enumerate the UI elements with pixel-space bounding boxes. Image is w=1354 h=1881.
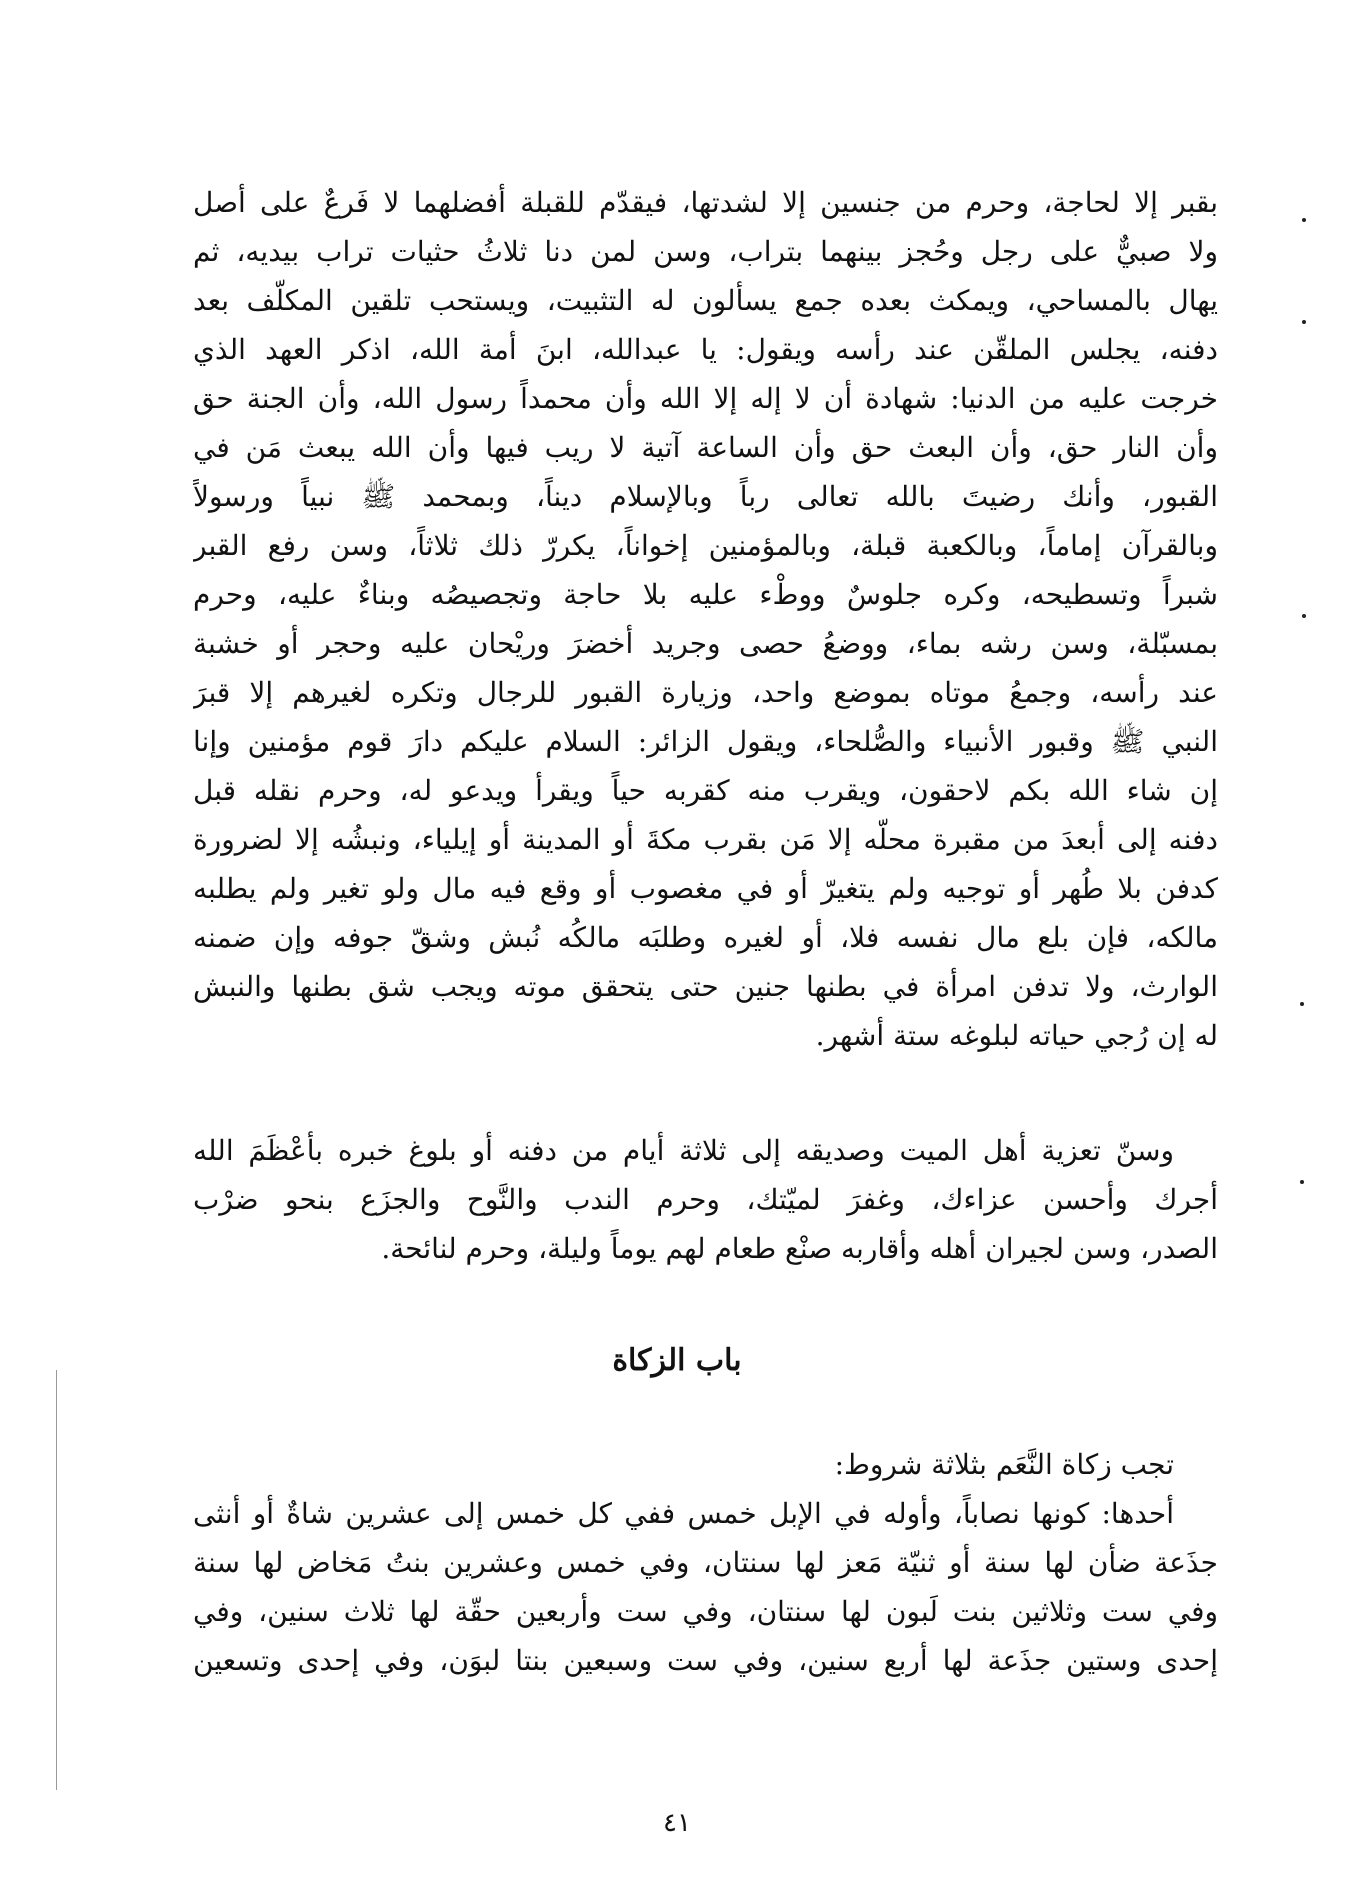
page-number: ٤١ (663, 1808, 691, 1838)
paragraph-burial-rulings (193, 178, 1218, 1060)
text-line: وسنّ تعزية أهل الميت وصديقه إلى ثلاثة أيام من دفنه أو بلوغ خبره بأعْظَمَ الله (193, 1134, 1174, 1167)
text-line: الصدر، وسن لجيران أهله وأقاربه صنْع طعام لهم يوماً وليلة، وحرم لنائحة. (381, 1232, 1218, 1265)
scan-speck (1302, 614, 1306, 618)
text-line: وأن النار حق، وأن البعث حق وأن الساعة آتية لا ريب فيها وأن الله يبعث مَن في (193, 431, 1218, 464)
text-line: دفنه إلى أبعدَ من مقبرة محلّه إلا مَن بقرب مكةَ أو المدينة أو إيلياء، ونبشُه إلا لضرورة (193, 823, 1218, 856)
text-line: وفي ست وثلاثين بنت لَبون لها سنتان، وفي ست وأربعين حقّة لها ثلاث سنين، وفي (193, 1595, 1218, 1628)
scan-edge-mark (56, 1370, 57, 1790)
text-line: بقبر إلا لحاجة، وحرم من جنسين إلا لشدتها، فيقدّم للقبلة أفضلهما لا فَرعٌ على أصل (193, 186, 1218, 219)
scan-speck (1302, 218, 1306, 222)
text-line: أحدها: كونها نصاباً، وأوله في الإبل خمس ففي كل خمس إلى عشرين شاةٌ أو أنثى (193, 1497, 1174, 1530)
text-line: شبراً وتسطيحه، وكره جلوسٌ ووطْء عليه بلا حاجة وتجصيصُه وبناءٌ عليه، وحرم (193, 578, 1218, 611)
text-line: النبي ﷺ وقبور الأنبياء والصُّلحاء، ويقول الزائر: السلام عليكم دارَ قوم مؤمنين وإنا (193, 725, 1218, 758)
text-line: عند رأسه، وجمعُ موتاه بموضع واحد، وزيارة القبور للرجال وتكره لغيرهم إلا قبرَ (193, 676, 1218, 709)
text-line: بمسبّلة، وسن رشه بماء، ووضعُ حصى وجريد أخضرَ وريْحان عليه وحجر أو خشبة (193, 627, 1218, 660)
paragraph-zakat-conditions (193, 1489, 1218, 1685)
section-heading: باب الزكاة (612, 1343, 742, 1378)
text-line: له إن رُجي حياته لبلوغه ستة أشهر. (815, 1019, 1218, 1052)
zakat-intro-line: تجب زكاة النَّعَم بثلاثة شروط: (834, 1448, 1174, 1481)
text-line: ولا صبيٌّ على رجل وحُجز بينهما بتراب، وسن لمن دنا ثلاثُ حثيات تراب بيديه، ثم (193, 235, 1218, 268)
text-line: إحدى وستين جذَعة لها أربع سنين، وفي ست وسبعين بنتا لبوَن، وفي إحدى وتسعين (193, 1644, 1218, 1677)
text-line: خرجت عليه من الدنيا: شهادة أن لا إله إلا الله وأن محمداً رسول الله، وأن الجنة حق (193, 382, 1218, 415)
text-line: القبور، وأنك رضيتَ بالله تعالى رباً وبالإسلام ديناً، وبمحمد ﷺ نبياً ورسولاً (193, 480, 1218, 513)
text-line: يهال بالمساحي، ويمكث بعده جمع يسألون له التثبيت، ويستحب تلقين المكلّف بعد (193, 284, 1218, 317)
scan-speck (1300, 1180, 1304, 1184)
text-line: أجرك وأحسن عزاءك، وغفرَ لميّتك، وحرم الندب والنَّوح والجزَع بنحو ضرْب (193, 1183, 1218, 1216)
text-line: إن شاء الله بكم لاحقون، ويقرب منه كقربه حياً ويقرأ ويدعو له، وحرم نقله قبل (193, 774, 1218, 807)
text-line: وبالقرآن إماماً، وبالكعبة قبلة، وبالمؤمنين إخواناً، يكررّ ذلك ثلاثاً، وسن رفع القبر (193, 529, 1218, 562)
text-line: دفنه، يجلس الملقّن عند رأسه ويقول: يا عبدالله، ابنَ أمة الله، اذكر العهد الذي (193, 333, 1218, 366)
paragraph-condolence (193, 1126, 1218, 1273)
text-line: مالكه، فإن بلع مال نفسه فلا، أو لغيره وطلبَه مالكُه نُبش وشقّ جوفه وإن ضمنه (193, 921, 1218, 954)
text-line: جذَعة ضأن لها سنة أو ثنيّة مَعز لها سنتان، وفي خمس وعشرين بنتُ مَخاض لها سنة (193, 1546, 1218, 1579)
text-line: كدفن بلا طُهر أو توجيه ولم يتغيرّ أو في مغصوب أو وقع فيه مال ولو تغير ولم يطلبه (193, 872, 1218, 905)
scan-speck (1302, 320, 1306, 324)
scan-speck (1300, 1002, 1304, 1006)
text-line: الوارث، ولا تدفن امرأة في بطنها جنين حتى يتحقق موته ويجب شق بطنها والنبش (193, 970, 1218, 1003)
